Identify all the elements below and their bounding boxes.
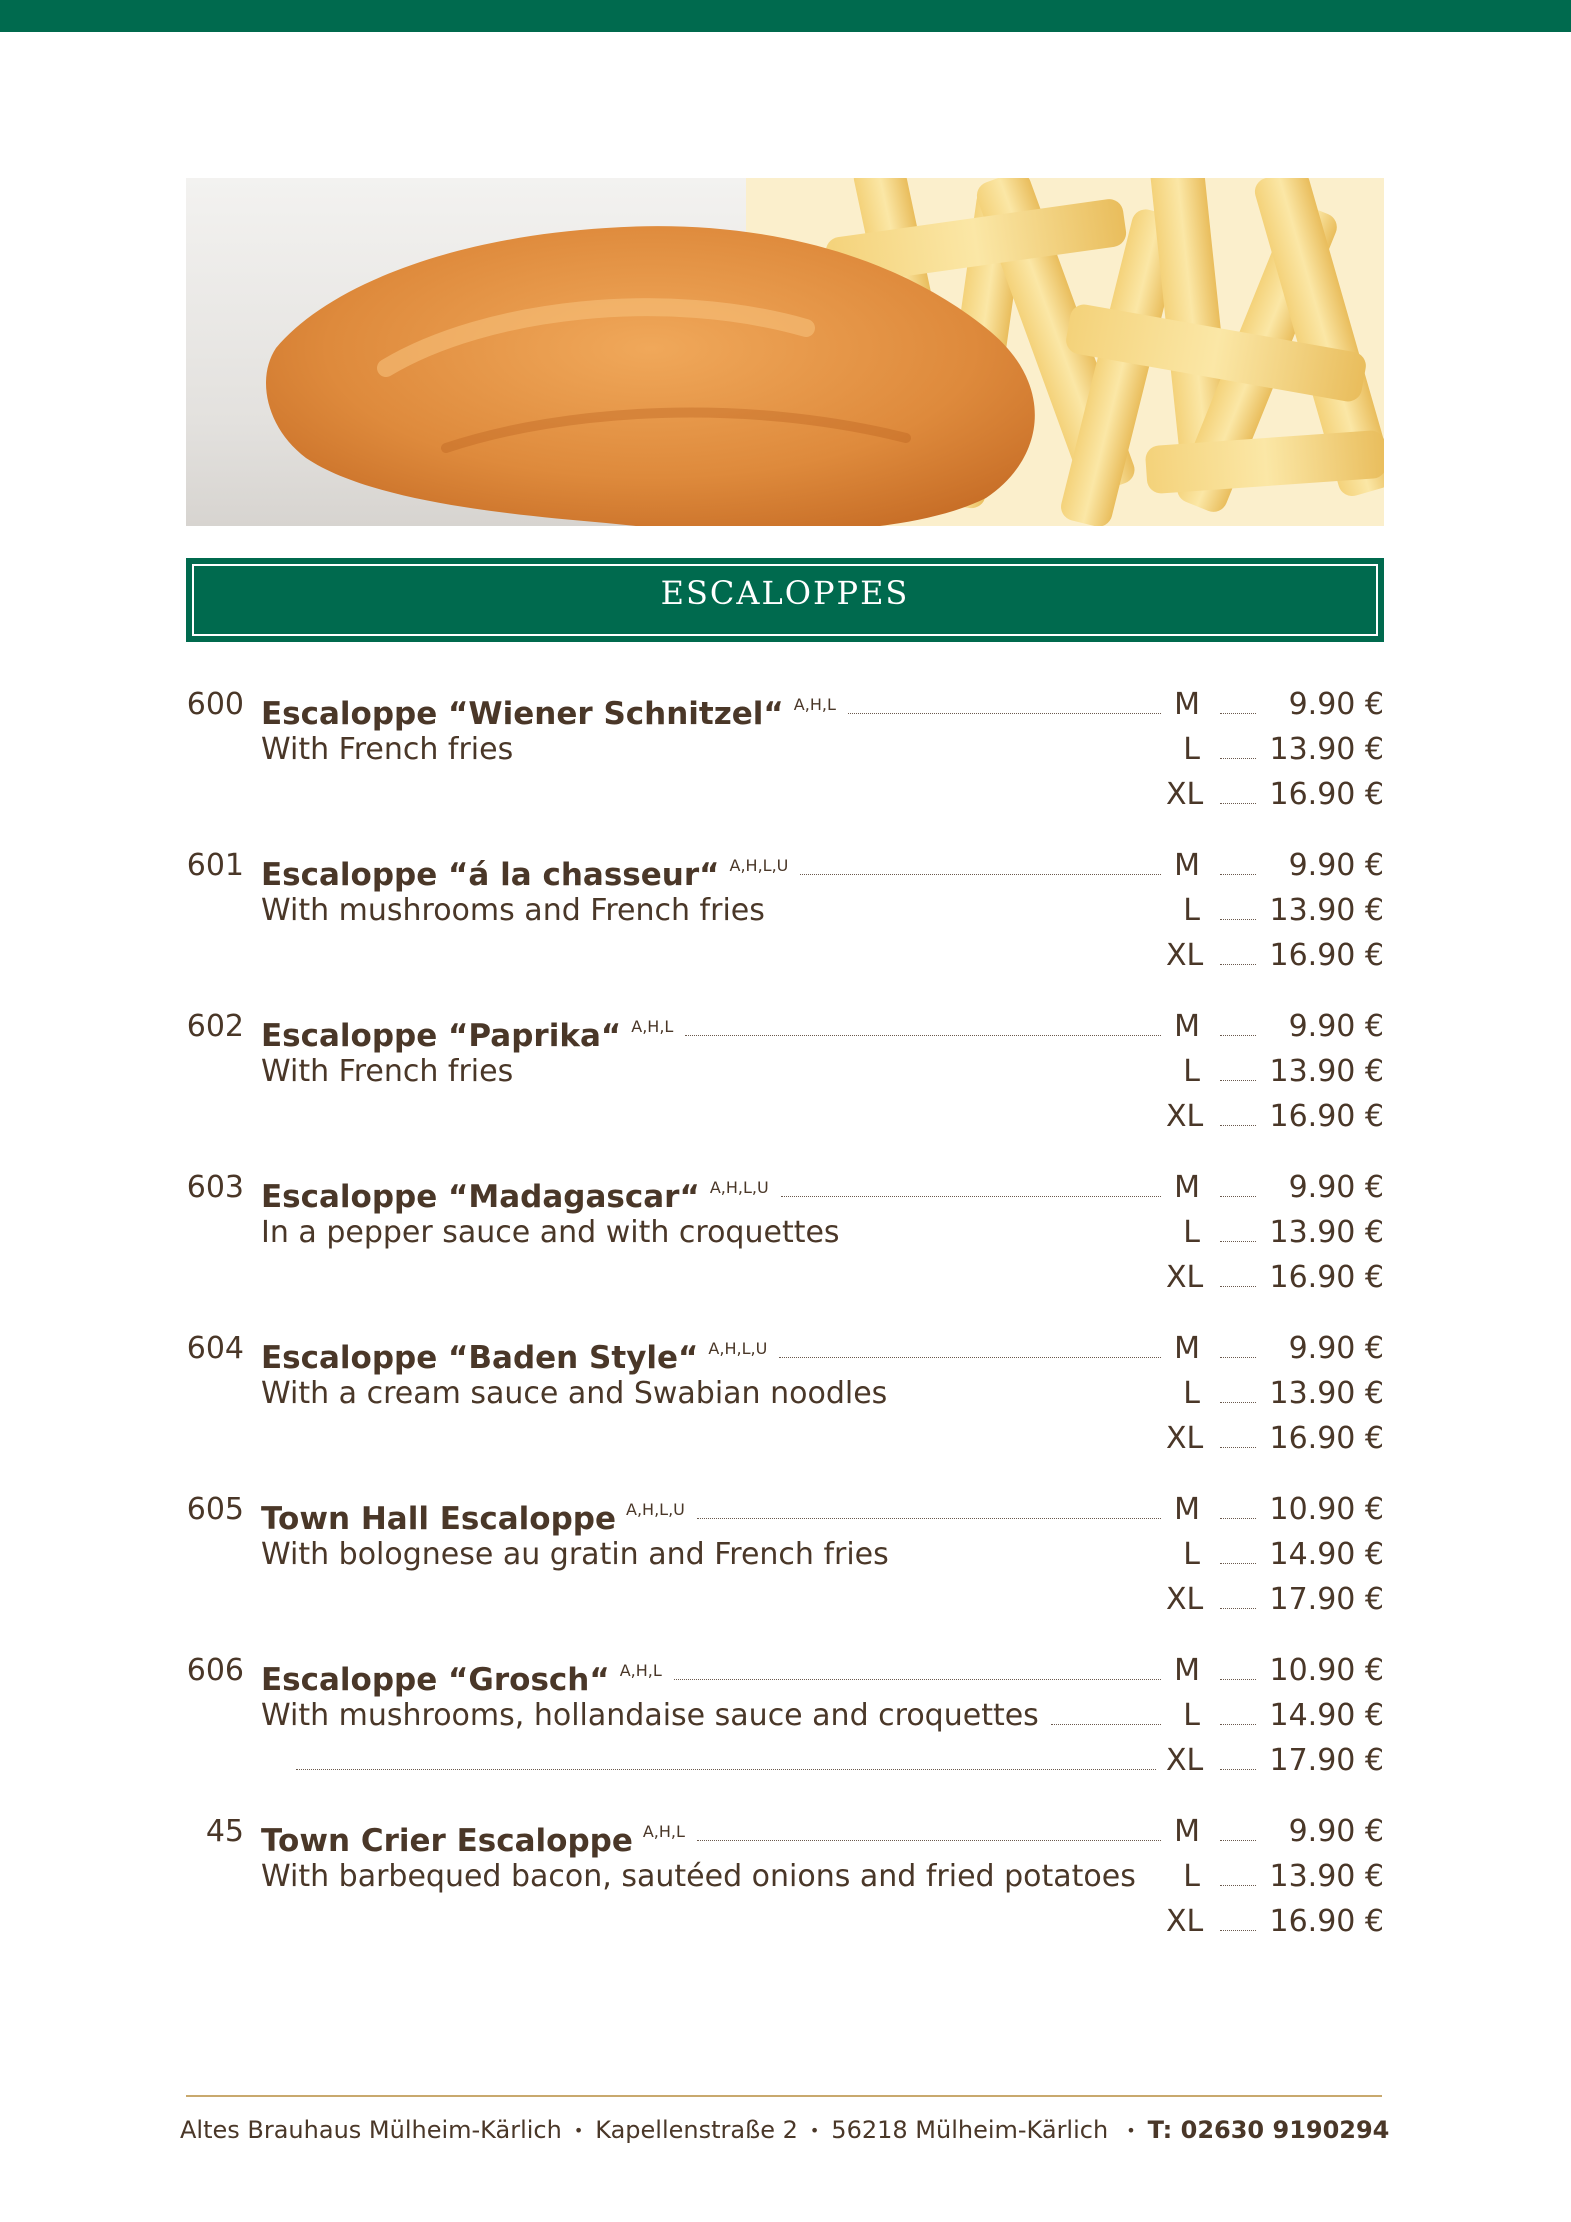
size-label: L <box>1183 1054 1200 1089</box>
dotted-leader <box>1220 1286 1256 1287</box>
item-name-text: Escaloppe “á la chasseur“ <box>261 857 720 893</box>
footer-separator: • <box>573 2121 584 2140</box>
dotted-leader <box>1220 1357 1256 1358</box>
menu-item-line <box>186 1255 1384 1300</box>
dotted-leader <box>1220 1125 1256 1126</box>
price: 9.90 € <box>1288 1814 1384 1849</box>
price: 16.90 € <box>1269 1421 1384 1456</box>
size-label: M <box>1174 1492 1200 1527</box>
dotted-leader <box>1220 1035 1256 1036</box>
menu-item-line <box>186 1648 1384 1698</box>
dotted-leader <box>1220 1769 1256 1770</box>
dotted-leader <box>697 1840 1161 1841</box>
footer-phone: T: 02630 9190294 <box>1147 2116 1390 2144</box>
item-allergens: A,H,L <box>619 1661 662 1680</box>
item-allergens: A,H,L <box>793 695 836 714</box>
size-label: M <box>1174 687 1200 722</box>
menu-item <box>186 843 1384 1004</box>
dotted-leader <box>781 1196 1161 1197</box>
item-number: 45 <box>205 1814 244 1849</box>
item-name-text: Escaloppe “Paprika“ <box>261 1018 622 1054</box>
menu-item-line <box>186 772 1384 817</box>
menu-item-line <box>186 1049 1384 1094</box>
menu-item-line <box>186 888 1384 933</box>
menu-item-line <box>186 1693 1384 1738</box>
item-allergens: A,H,L,U <box>709 1178 769 1197</box>
dotted-leader <box>1220 1930 1256 1931</box>
menu-item <box>186 1487 1384 1648</box>
price: 9.90 € <box>1288 848 1384 883</box>
size-label: M <box>1174 1653 1200 1688</box>
dotted-leader <box>1220 1679 1256 1680</box>
dotted-leader <box>779 1357 1161 1358</box>
item-number: 601 <box>186 848 244 883</box>
dotted-leader <box>1220 874 1256 875</box>
price: 17.90 € <box>1269 1743 1384 1778</box>
dotted-leader <box>1220 1196 1256 1197</box>
size-label: M <box>1174 1009 1200 1044</box>
item-name-text: Town Hall Escaloppe <box>261 1501 616 1537</box>
menu-list <box>186 682 1384 1970</box>
price: 14.90 € <box>1269 1698 1384 1733</box>
size-label: M <box>1174 1170 1200 1205</box>
item-number: 604 <box>186 1331 244 1366</box>
dotted-leader <box>1220 1840 1256 1841</box>
menu-item-line <box>186 682 1384 732</box>
menu-item-line <box>186 1899 1384 1944</box>
item-number: 606 <box>186 1653 244 1688</box>
footer-separator: • <box>1126 2121 1136 2140</box>
price: 10.90 € <box>1269 1653 1384 1688</box>
footer-restaurant-name: Altes Brauhaus Mülheim-Kärlich <box>180 2116 562 2144</box>
dotted-leader <box>1220 1241 1256 1242</box>
price: 13.90 € <box>1269 1054 1384 1089</box>
size-label: L <box>1183 1376 1200 1411</box>
menu-item <box>186 1004 1384 1165</box>
menu-item-line <box>186 1326 1384 1376</box>
menu-item-line <box>186 1738 1384 1783</box>
dotted-leader <box>674 1679 1161 1680</box>
menu-item <box>186 1165 1384 1326</box>
menu-item <box>186 682 1384 843</box>
size-label: M <box>1174 848 1200 883</box>
price: 13.90 € <box>1269 1376 1384 1411</box>
dotted-leader <box>1220 1608 1256 1609</box>
item-name-text: Town Crier Escaloppe <box>261 1823 633 1859</box>
item-name-text: Escaloppe “Grosch“ <box>261 1662 610 1698</box>
menu-item-line <box>186 1416 1384 1461</box>
size-label: L <box>1183 1537 1200 1572</box>
footer-separator: • <box>809 2121 820 2140</box>
item-description: With mushrooms and French fries <box>261 893 765 928</box>
footer <box>180 2112 1390 2148</box>
menu-item-line <box>186 933 1384 978</box>
hero-food-photo <box>186 178 1384 526</box>
item-description: With a cream sauce and Swabian noodles <box>261 1376 888 1411</box>
item-description: With French fries <box>261 732 514 767</box>
menu-item-line <box>186 727 1384 772</box>
menu-item-line <box>186 1094 1384 1139</box>
size-label: L <box>1183 732 1200 767</box>
dotted-leader <box>1220 713 1256 714</box>
menu-item <box>186 1326 1384 1487</box>
dotted-leader <box>697 1518 1161 1519</box>
item-description: With barbequed bacon, sautéed onions and fried potatoes <box>261 1859 1136 1894</box>
size-label: XL <box>1166 1743 1204 1778</box>
dotted-leader <box>1220 803 1256 804</box>
dotted-leader <box>1220 1080 1256 1081</box>
dotted-leader <box>1220 1885 1256 1886</box>
size-label: XL <box>1166 777 1204 812</box>
item-name-text: Escaloppe “Madagascar“ <box>261 1179 700 1215</box>
size-label: XL <box>1166 1904 1204 1939</box>
size-label: L <box>1183 1859 1200 1894</box>
dotted-leader <box>1220 1402 1256 1403</box>
dotted-leader <box>1220 1724 1256 1725</box>
price: 9.90 € <box>1288 687 1384 722</box>
dotted-leader <box>1220 758 1256 759</box>
menu-item-line <box>186 1004 1384 1054</box>
item-number: 600 <box>186 687 244 722</box>
item-description: With bolognese au gratin and French fries <box>261 1537 889 1572</box>
item-allergens: A,H,L <box>642 1822 685 1841</box>
menu-item-line <box>186 1577 1384 1622</box>
price: 13.90 € <box>1269 1215 1384 1250</box>
item-description: With mushrooms, hollandaise sauce and croquettes <box>261 1698 1039 1733</box>
item-number: 603 <box>186 1170 244 1205</box>
item-allergens: A,H,L,U <box>626 1500 685 1519</box>
item-description: In a pepper sauce and with croquettes <box>261 1215 840 1250</box>
menu-item-line <box>186 1165 1384 1215</box>
size-label: L <box>1183 893 1200 928</box>
menu-item-line <box>186 1809 1384 1859</box>
price: 9.90 € <box>1288 1331 1384 1366</box>
size-label: XL <box>1166 1582 1204 1617</box>
footer-divider <box>186 2095 1382 2097</box>
price: 13.90 € <box>1269 893 1384 928</box>
size-label: XL <box>1166 938 1204 973</box>
price: 17.90 € <box>1269 1582 1384 1617</box>
size-label: XL <box>1166 1260 1204 1295</box>
size-label: L <box>1183 1215 1200 1250</box>
price: 16.90 € <box>1269 1099 1384 1134</box>
section-header <box>186 558 1384 642</box>
dotted-leader <box>1220 919 1256 920</box>
price: 9.90 € <box>1288 1170 1384 1205</box>
dotted-leader <box>1051 1724 1161 1725</box>
size-label: M <box>1174 1814 1200 1849</box>
price: 9.90 € <box>1288 1009 1384 1044</box>
dotted-leader <box>1220 1563 1256 1564</box>
price: 16.90 € <box>1269 938 1384 973</box>
menu-item <box>186 1648 1384 1809</box>
menu-item-line <box>186 1532 1384 1577</box>
item-number: 602 <box>186 1009 244 1044</box>
price: 16.90 € <box>1269 1260 1384 1295</box>
item-description: With French fries <box>261 1054 514 1089</box>
menu-item-line <box>186 1487 1384 1537</box>
item-allergens: A,H,L <box>631 1017 674 1036</box>
menu-item-line <box>186 843 1384 893</box>
size-label: XL <box>1166 1099 1204 1134</box>
price: 13.90 € <box>1269 732 1384 767</box>
price: 16.90 € <box>1269 777 1384 812</box>
dotted-leader <box>296 1769 1156 1770</box>
menu-item-line <box>186 1371 1384 1416</box>
size-label: XL <box>1166 1421 1204 1456</box>
dotted-leader <box>1220 964 1256 965</box>
dotted-leader <box>800 874 1161 875</box>
menu-item-line <box>186 1210 1384 1255</box>
price: 10.90 € <box>1269 1492 1384 1527</box>
size-label: L <box>1183 1698 1200 1733</box>
menu-item-line <box>186 1854 1384 1899</box>
dotted-leader <box>1220 1518 1256 1519</box>
schnitzel-fries-illustration <box>186 178 1384 526</box>
price: 14.90 € <box>1269 1537 1384 1572</box>
item-number: 605 <box>186 1492 244 1527</box>
item-allergens: A,H,L,U <box>708 1339 768 1358</box>
footer-street: Kapellenstraße 2 <box>595 2116 798 2144</box>
top-brand-bar <box>0 0 1571 32</box>
section-title: ESCALOPPES <box>660 574 910 612</box>
dotted-leader <box>685 1035 1161 1036</box>
item-name-text: Escaloppe “Baden Style“ <box>261 1340 699 1376</box>
price: 16.90 € <box>1269 1904 1384 1939</box>
item-name-text: Escaloppe “Wiener Schnitzel“ <box>261 696 784 732</box>
dotted-leader <box>848 713 1161 714</box>
dotted-leader <box>1220 1447 1256 1448</box>
item-allergens: A,H,L,U <box>729 856 789 875</box>
footer-city: 56218 Mülheim-Kärlich <box>831 2116 1109 2144</box>
size-label: M <box>1174 1331 1200 1366</box>
price: 13.90 € <box>1269 1859 1384 1894</box>
menu-item <box>186 1809 1384 1970</box>
